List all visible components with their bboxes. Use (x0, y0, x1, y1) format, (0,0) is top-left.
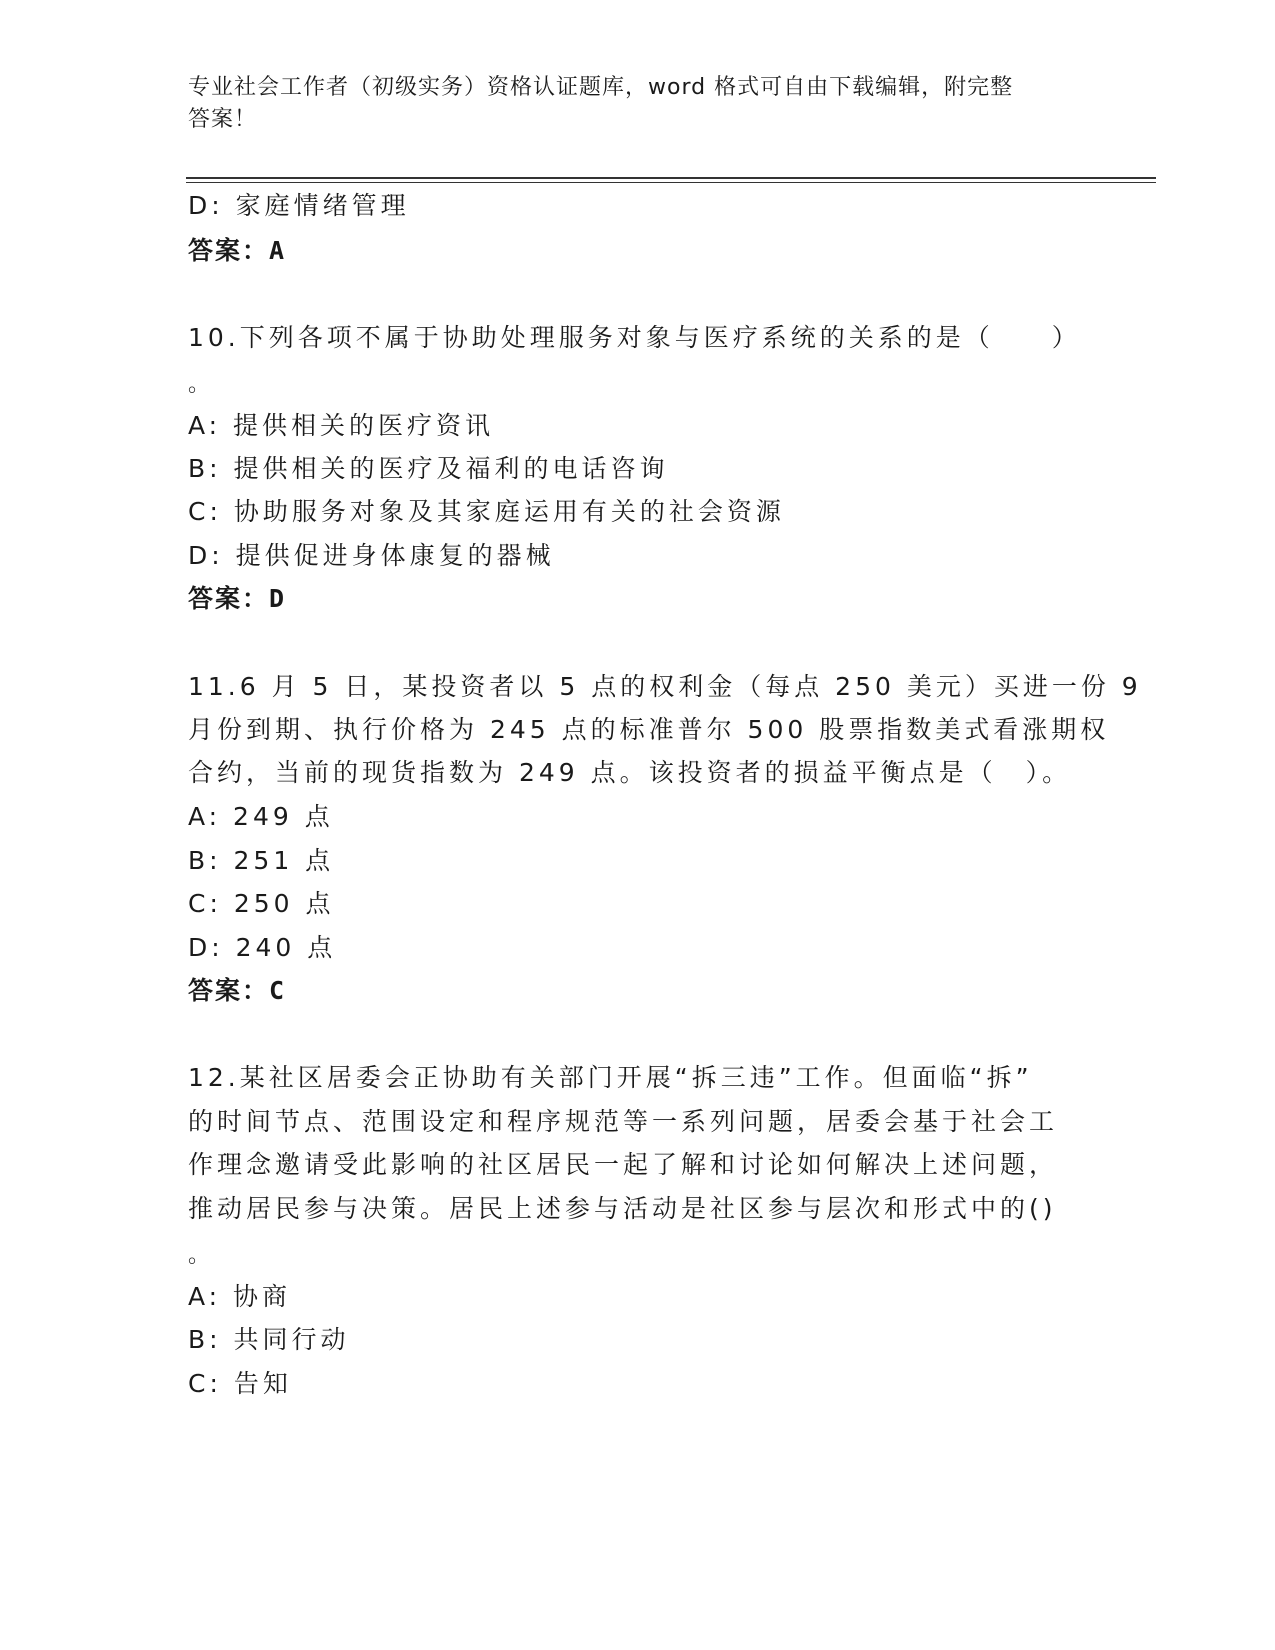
q12-stem-line-4: 推动居民参与决策。居民上述参与活动是社区参与层次和形式中的() (188, 1194, 1057, 1223)
prev-answer (188, 231, 286, 267)
document-header (188, 72, 1068, 136)
header-line-1: 专业社会工作者（初级实务）资格认证题库，word 格式可自由下载编辑，附完整 (188, 75, 1014, 100)
q10-option-b: B: 提供相关的医疗及福利的电话咨询 (188, 454, 669, 483)
q12-option-c: C: 告知 (188, 1369, 292, 1398)
header-divider-thick (186, 177, 1156, 179)
q11-option-d: D: 240 点 (188, 933, 337, 962)
q12-stem-line-1: 12.某社区居委会正协助有关部门开展“拆三违”工作。但面临“拆” (188, 1063, 1033, 1092)
header-divider-thin (186, 182, 1156, 183)
q12-option-a: A: 协商 (188, 1282, 292, 1311)
q11-stem-line-3: 合约，当前的现货指数为 249 点。该投资者的损益平衡点是（ ）。 (188, 758, 1072, 787)
answer-value: D (269, 584, 287, 613)
q12-stem-line-2: 的时间节点、范围设定和程序规范等一系列问题，居委会基于社会工 (188, 1107, 1059, 1136)
q12-stem-line-3: 作理念邀请受此影响的社区居民一起了解和讨论如何解决上述问题， (188, 1150, 1059, 1179)
q11-stem-line-1: 11.6 月 5 日，某投资者以 5 点的权利金（每点 250 美元）买进一份 9 (188, 672, 1142, 701)
q10-stem-line-1: 10.下列各项不属于协助处理服务对象与医疗系统的关系的是（ ） (188, 323, 1081, 352)
q11-option-a: A: 249 点 (188, 802, 334, 831)
answer-value: C (269, 976, 287, 1005)
q10-option-d: D: 提供促进身体康复的器械 (188, 541, 555, 570)
q10-option-c: C: 协助服务对象及其家庭运用有关的社会资源 (188, 497, 785, 526)
q12-stem-line-5: 。 (188, 1243, 215, 1268)
q11-option-b: B: 251 点 (188, 846, 335, 875)
answer-label: 答案： (188, 976, 270, 1005)
q10-answer (188, 579, 286, 615)
q10-stem-line-2: 。 (188, 372, 215, 397)
header-line-2: 答案！ (188, 107, 258, 132)
q11-stem-line-2: 月份到期、执行价格为 245 点的标准普尔 500 股票指数美式看涨期权 (188, 715, 1110, 744)
q10-option-a: A: 提供相关的医疗资讯 (188, 411, 495, 440)
q12-option-b: B: 共同行动 (188, 1325, 350, 1354)
q11-option-c: C: 250 点 (188, 889, 335, 918)
answer-label: 答案： (188, 236, 270, 265)
answer-value: A (269, 236, 287, 265)
prev-option-d: D: 家庭情绪管理 (188, 191, 410, 220)
q11-answer (188, 971, 286, 1007)
answer-label: 答案： (188, 584, 270, 613)
